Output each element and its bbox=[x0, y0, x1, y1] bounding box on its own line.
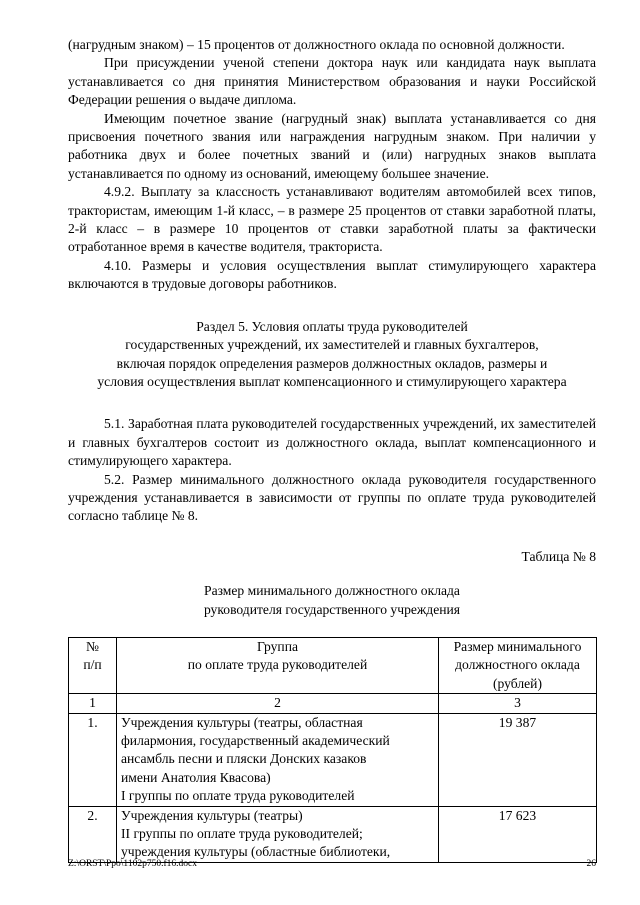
table-title-line: Размер минимального должностного оклада bbox=[204, 583, 460, 599]
table-title bbox=[68, 582, 596, 619]
row-number: 2. bbox=[69, 806, 117, 862]
header-amount bbox=[439, 637, 597, 693]
header-number-line-2: п/п bbox=[83, 657, 102, 673]
header-amount-line-2: должностного оклада bbox=[455, 657, 580, 673]
header-group-line-1: Группа bbox=[257, 638, 298, 654]
heading-line: Раздел 5. Условия оплаты труда руководителей bbox=[196, 318, 468, 334]
heading-line: государственных учреждений, их заместителей и главных бухгалтеров, bbox=[125, 337, 539, 353]
header-amount-line-3: (рублей) bbox=[493, 675, 542, 691]
table-column-number-row bbox=[69, 694, 597, 713]
group-line: II группы по оплате труда руководителей; bbox=[121, 826, 363, 842]
header-number bbox=[69, 637, 117, 693]
column-number-3: 3 bbox=[439, 694, 597, 713]
group-line: имени Анатолия Квасова) bbox=[121, 769, 271, 785]
paragraph: 5.1. Заработная плата руководителей государственных учреждений, их заместителей и главных бухгалтеров состоит из должностного оклада, выплат компенсационного и стимулирующего характера. bbox=[68, 416, 596, 469]
row-amount: 17 623 bbox=[439, 806, 597, 862]
paragraph: (нагрудным знаком) – 15 процентов от должностного оклада по основной должности. bbox=[68, 37, 565, 52]
paragraph: 4.10. Размеры и условия осуществления выплат стимулирующего характера включаются в трудовые договоры работников. bbox=[68, 257, 596, 292]
row-number: 1. bbox=[69, 713, 117, 806]
header-group bbox=[117, 637, 439, 693]
heading-line: условия осуществления выплат компенсационного и стимулирующего характера bbox=[97, 373, 567, 389]
page-content bbox=[68, 36, 596, 863]
paragraph: Имеющим почетное звание (нагрудный знак) выплата устанавливается со дня присвоения почетного звания или награждения нагрудным знаком. При наличии у работника двух и более почетных званий и (или) нагрудных знаков выплата устанавливается по одному из оснований, имеющему большее значение. bbox=[68, 110, 596, 181]
section-5-heading bbox=[68, 318, 596, 392]
table-label: Таблица № 8 bbox=[521, 548, 596, 564]
column-number-1: 1 bbox=[69, 694, 117, 713]
row-amount: 19 387 bbox=[439, 713, 597, 806]
file-path: Z:\ORST\Ppo\1102p750.f16.docx bbox=[68, 859, 197, 869]
group-line: Учреждения культуры (театры) bbox=[121, 807, 303, 823]
paragraph: 5.2. Размер минимального должностного оклада руководителя государственного учреждения устанавливается в зависимости от группы по оплате труда руководителей согласно таблице № 8. bbox=[68, 471, 596, 524]
paragraph: 4.9.2. Выплату за классность устанавливают водителям автомобилей всех типов, трактористам, имеющим 1-й класс, – в размере 25 процентов от ставки заработной платы, 2-й класс – в размере 10 процентов от ставки заработной платы за фактически отработанное время в качестве водителя, тракториста. bbox=[68, 184, 596, 255]
group-line: I группы по оплате труда руководителей bbox=[121, 788, 355, 804]
group-line: ансамбль песни и пляски Донских казаков bbox=[121, 751, 367, 767]
header-number-line-1: № bbox=[86, 638, 99, 654]
table-row bbox=[69, 806, 597, 862]
column-number-2: 2 bbox=[117, 694, 439, 713]
header-amount-line-1: Размер минимального bbox=[453, 638, 582, 654]
top-paragraphs bbox=[68, 36, 596, 294]
group-line: учреждения культуры (областные библиотеки, bbox=[121, 844, 391, 860]
paragraph: При присуждении ученой степени доктора наук или кандидата наук выплата устанавливается со дня принятия Министерством образования и науки Российской Федерации решения о выдаче диплома. bbox=[68, 55, 596, 108]
page-number: 26 bbox=[586, 859, 596, 869]
salary-table bbox=[68, 637, 597, 863]
row-group bbox=[117, 806, 439, 862]
table-row bbox=[69, 713, 597, 806]
group-line: филармония, государственный академический bbox=[121, 733, 390, 748]
row-group bbox=[117, 713, 439, 806]
table-header-row bbox=[69, 637, 597, 693]
header-group-line-2: по оплате труда руководителей bbox=[187, 657, 368, 673]
table-title-line: руководителя государственного учреждения bbox=[203, 601, 461, 617]
group-line: Учреждения культуры (театры, областная bbox=[121, 714, 363, 730]
heading-line: включая порядок определения размеров должностных окладов, размеры и bbox=[116, 355, 548, 371]
section-5-paragraphs bbox=[68, 415, 596, 525]
